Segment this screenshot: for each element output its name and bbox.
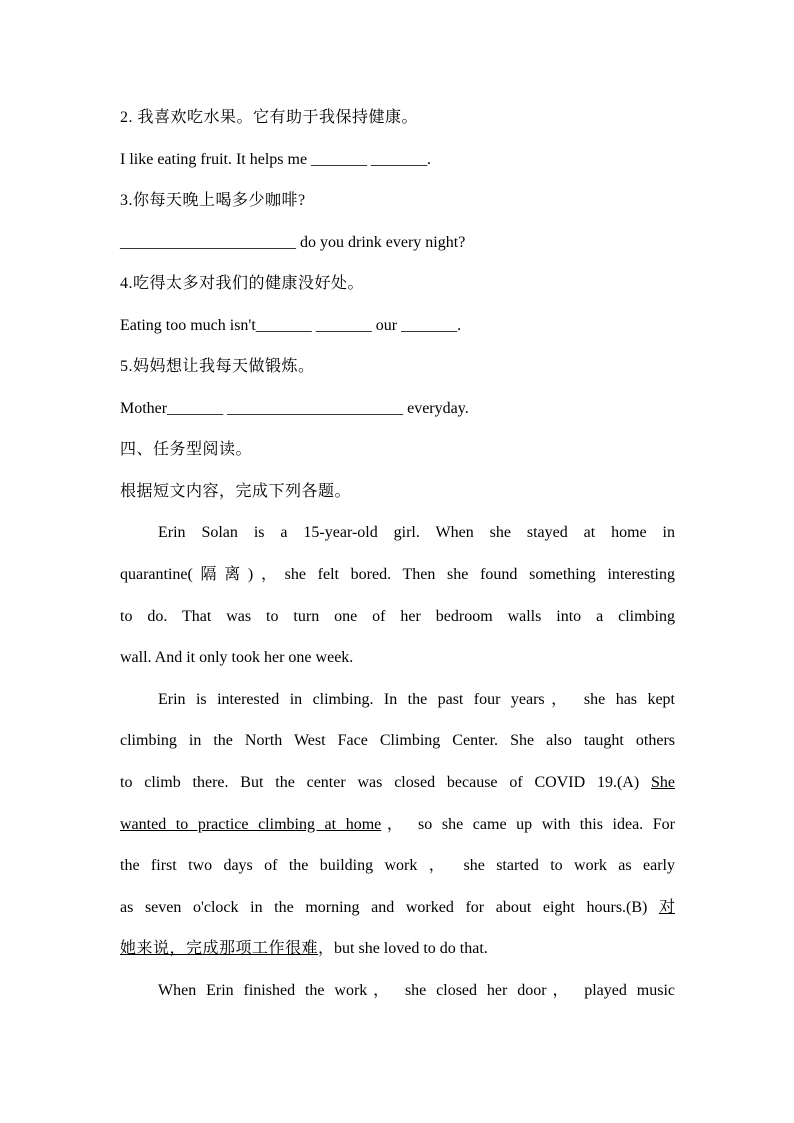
question-3-chinese: 3.你每天晚上喝多少咖啡? (120, 192, 306, 209)
question-4-english: Eating too much isn't_______ _______ our _______. (120, 317, 462, 334)
question-3-english: ______________________ do you drink every night? (120, 234, 466, 251)
passage-p2-line-6 (120, 897, 675, 919)
passage-p2-line-7 (120, 938, 675, 960)
underlined-sentence-a: wanted to practice climbing at home (120, 816, 382, 833)
question-4-chinese: 4.吃得太多对我们的健康没好处。 (120, 275, 365, 292)
passage-p1-line-4: wall. And it only took her one week. (120, 649, 354, 666)
passage-p2-line-2: climbing in the North West Face Climbing Center. She also taught others (120, 732, 675, 749)
passage-p1-line-1: Erin Solan is a 15-year-old girl. When she stayed at home in (158, 524, 675, 541)
passage-p1-line-2: quarantine(隔离)，she felt bored. Then she found something interesting (120, 566, 675, 583)
underlined-sentence-b-start: 对 (658, 899, 675, 916)
passage-p2-line-3-text: to climb there. But the center was closed because of COVID 19.(A) (120, 774, 651, 791)
section-4-instruction: 根据短文内容，完成下列各题。 (120, 483, 352, 500)
passage-p2-line-6-text: as seven o'clock in the morning and worked for about eight hours.(B) (120, 899, 648, 916)
passage-p2-line-4-text: ， so she came up with this idea. For (381, 816, 675, 833)
passage-p2-line-1: Erin is interested in climbing. In the past four years， she has kept (158, 691, 675, 708)
section-4-title: 四、任务型阅读。 (120, 441, 253, 458)
passage-p1-line-3: to do. That was to turn one of her bedroom walls into a climbing (120, 608, 675, 625)
passage-p2-line-5: the first two days of the building work ， she started to work as early (120, 857, 675, 874)
passage-p2-line-4 (120, 814, 675, 836)
passage-p2-line-3 (120, 772, 675, 794)
question-5-chinese: 5.妈妈想让我每天做锻炼。 (120, 358, 315, 375)
underlined-sentence-a-start: She (651, 774, 675, 791)
question-5-english: Mother_______ ______________________ everyday. (120, 400, 469, 417)
passage-p2-line-7-text: ，but she loved to do that. (318, 940, 488, 957)
question-2-chinese: 2. 我喜欢吃水果。它有助于我保持健康。 (120, 109, 419, 126)
passage-p3-line-1: When Erin finished the work， she closed her door， played music (158, 982, 675, 999)
question-2-english: I like eating fruit. It helps me _______ _______. (120, 151, 432, 168)
underlined-sentence-b: 她来说，完成那项工作很难 (120, 940, 319, 957)
